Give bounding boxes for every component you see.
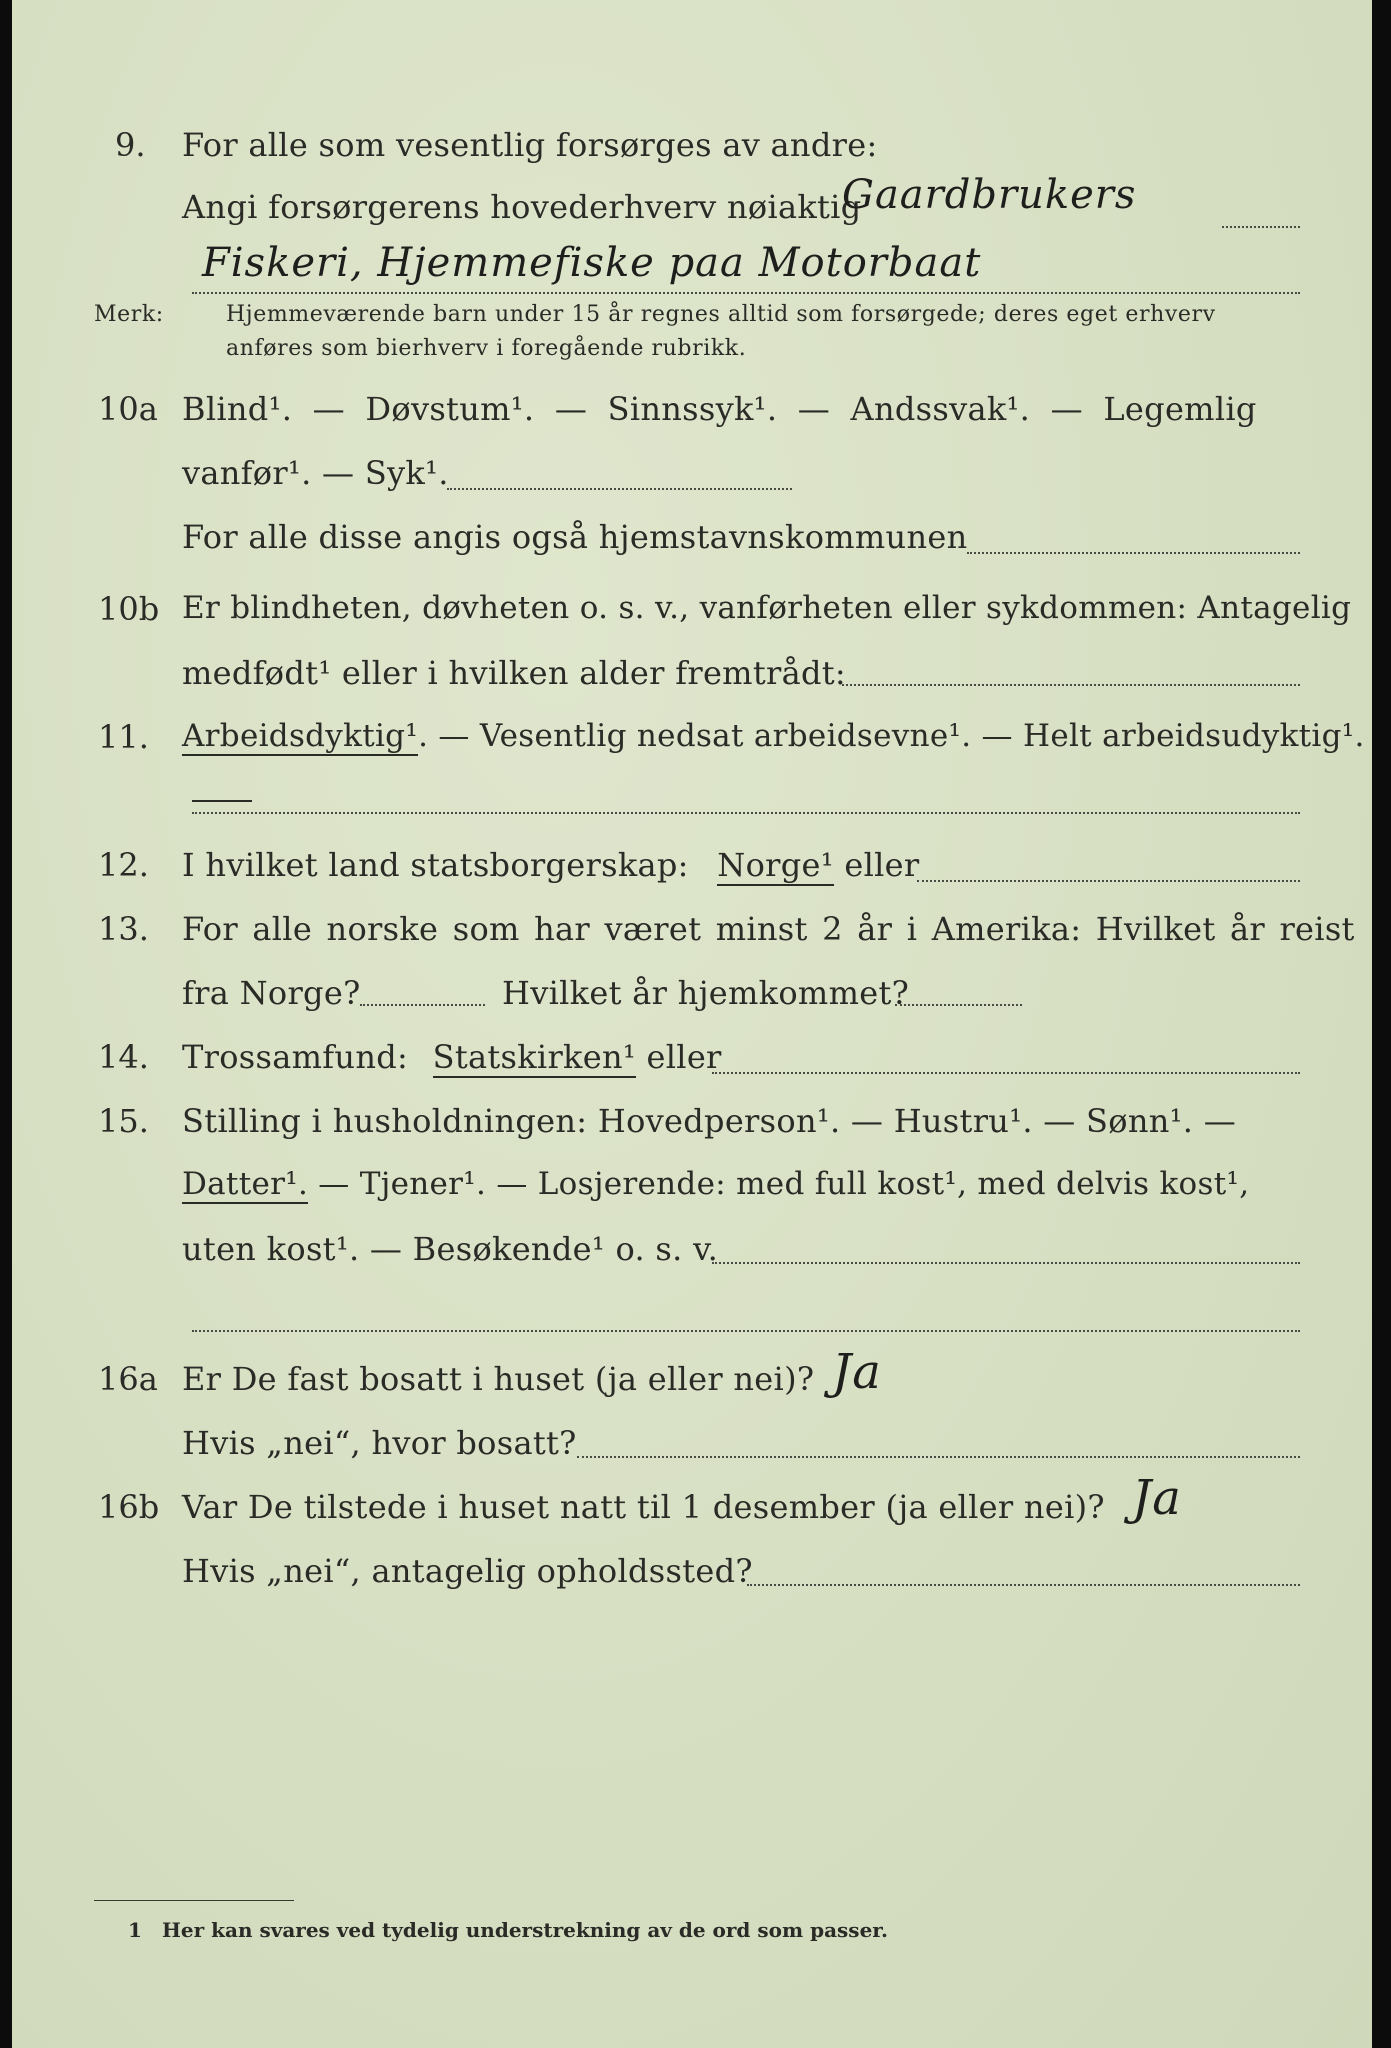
q15-option-datter: Datter¹. — [182, 1166, 309, 1202]
q16b-fill-line — [747, 1584, 1300, 1586]
q15-line2 — [182, 1166, 1249, 1202]
q9-handwritten-occupation: Gaardbrukers — [842, 172, 1137, 218]
q12-option-norge: Norge¹ — [717, 846, 834, 884]
q9-fill-line-2 — [192, 292, 1300, 294]
q9-fill-line-1 — [1222, 226, 1300, 228]
q14-option-statskirken: Statskirken¹ — [432, 1038, 637, 1076]
q12-line — [182, 846, 920, 884]
q15-fill-line-2 — [192, 1330, 1300, 1332]
merk-line1: Hjemmeværende barn under 15 år regnes alltid som forsørgede; deres eget erhverv — [226, 302, 1216, 327]
q12-text: I hvilket land statsborgerskap: — [182, 846, 689, 884]
q10b-number: 10b — [98, 590, 160, 628]
q9-line2: Angi forsørgerens hovederhverv nøiaktig — [182, 188, 862, 226]
q13-fill-line-1 — [360, 1004, 485, 1006]
footnote-text: Her kan svares ved tydelig understrekning av de ord som passer. — [162, 1918, 888, 1942]
q15-line3: uten kost¹. — Besøkende¹ o. s. v. — [182, 1230, 719, 1268]
q15-fill-line-1 — [712, 1262, 1300, 1264]
merk-line2: anføres som bierhverv i foregående rubrikk. — [226, 336, 747, 361]
q10b-line1: Er blindheten, døvheten o. s. v., vanførheten eller sykdommen: Antagelig — [182, 590, 1352, 626]
q10b-line2: medfødt¹ eller i hvilken alder fremtrådt: — [182, 654, 846, 692]
footnote-mark: 1 — [128, 1918, 142, 1942]
q11-option-arbeidsdyktig: Arbeidsdyktig¹ — [182, 718, 419, 754]
q13-line2b: Hvilket år hjemkommet? — [502, 974, 910, 1012]
q11-dash-mark — [192, 800, 252, 802]
q12-number: 12. — [98, 846, 149, 884]
q9-line1: For alle som vesentlig forsørges av andre: — [182, 126, 878, 164]
q10a-fill-line-2 — [967, 552, 1300, 554]
q12-tail: eller — [844, 846, 920, 884]
q16a-line2: Hvis „nei“, hvor bosatt? — [182, 1424, 577, 1462]
q13-line1: For alle norske som har været minst 2 år i Amerika: Hvilket år reist — [182, 910, 1355, 948]
q13-fill-line-2 — [895, 1004, 1022, 1006]
q11-number: 11. — [98, 718, 149, 756]
q11-line — [182, 718, 1365, 754]
census-form-page — [12, 0, 1372, 2048]
q9-number: 9. — [115, 126, 146, 164]
q10a-line2: vanfør¹. — Syk¹. — [182, 454, 449, 492]
q12-fill-line — [917, 880, 1300, 882]
q13-number: 13. — [98, 910, 149, 948]
merk-label: Merk: — [94, 302, 164, 327]
q16a-line1: Er De fast bosatt i huset (ja eller nei)? — [182, 1360, 815, 1398]
q11-rest: . — Vesentlig nedsat arbeidsevne¹. — Helt arbeidsudyktig¹. — [418, 718, 1365, 754]
footnote-rule — [94, 1900, 294, 1901]
q16b-handwritten-answer: Ja — [1132, 1470, 1182, 1526]
q10a-line1: Blind¹. — Døvstum¹. — Sinnssyk¹. — Andssvak¹. — Legemlig — [182, 390, 1257, 428]
q10a-number: 10a — [98, 390, 158, 428]
q16b-line2: Hvis „nei“, antagelig opholdssted? — [182, 1552, 753, 1590]
q16a-fill-line — [577, 1456, 1300, 1458]
q14-number: 14. — [98, 1038, 149, 1076]
q15-line1: Stilling i husholdningen: Hovedperson¹. — Hustru¹. — Sønn¹. — — [182, 1102, 1237, 1140]
q15-line2-rest: — Tjener¹. — Losjerende: med full kost¹, med delvis kost¹, — [318, 1166, 1250, 1202]
q9-handwritten-detail: Fiskeri, Hjemmefiske paa Motorbaat — [202, 240, 982, 286]
q16b-number: 16b — [98, 1488, 160, 1526]
q16a-number: 16a — [98, 1360, 158, 1398]
q14-tail: eller — [646, 1038, 722, 1076]
q10a-line3: For alle disse angis også hjemstavnskommunen — [182, 518, 968, 556]
q13-line2a: fra Norge? — [182, 974, 361, 1012]
q14-fill-line — [712, 1072, 1300, 1074]
q10a-fill-line-1 — [447, 488, 792, 490]
q11-fill-line — [192, 812, 1300, 814]
q15-number: 15. — [98, 1102, 149, 1140]
q16b-line1: Var De tilstede i huset natt til 1 desember (ja eller nei)? — [182, 1488, 1105, 1526]
q16a-handwritten-answer: Ja — [832, 1344, 882, 1400]
q10b-fill-line — [842, 684, 1300, 686]
q14-text: Trossamfund: — [182, 1038, 409, 1076]
q14-line — [182, 1038, 722, 1076]
